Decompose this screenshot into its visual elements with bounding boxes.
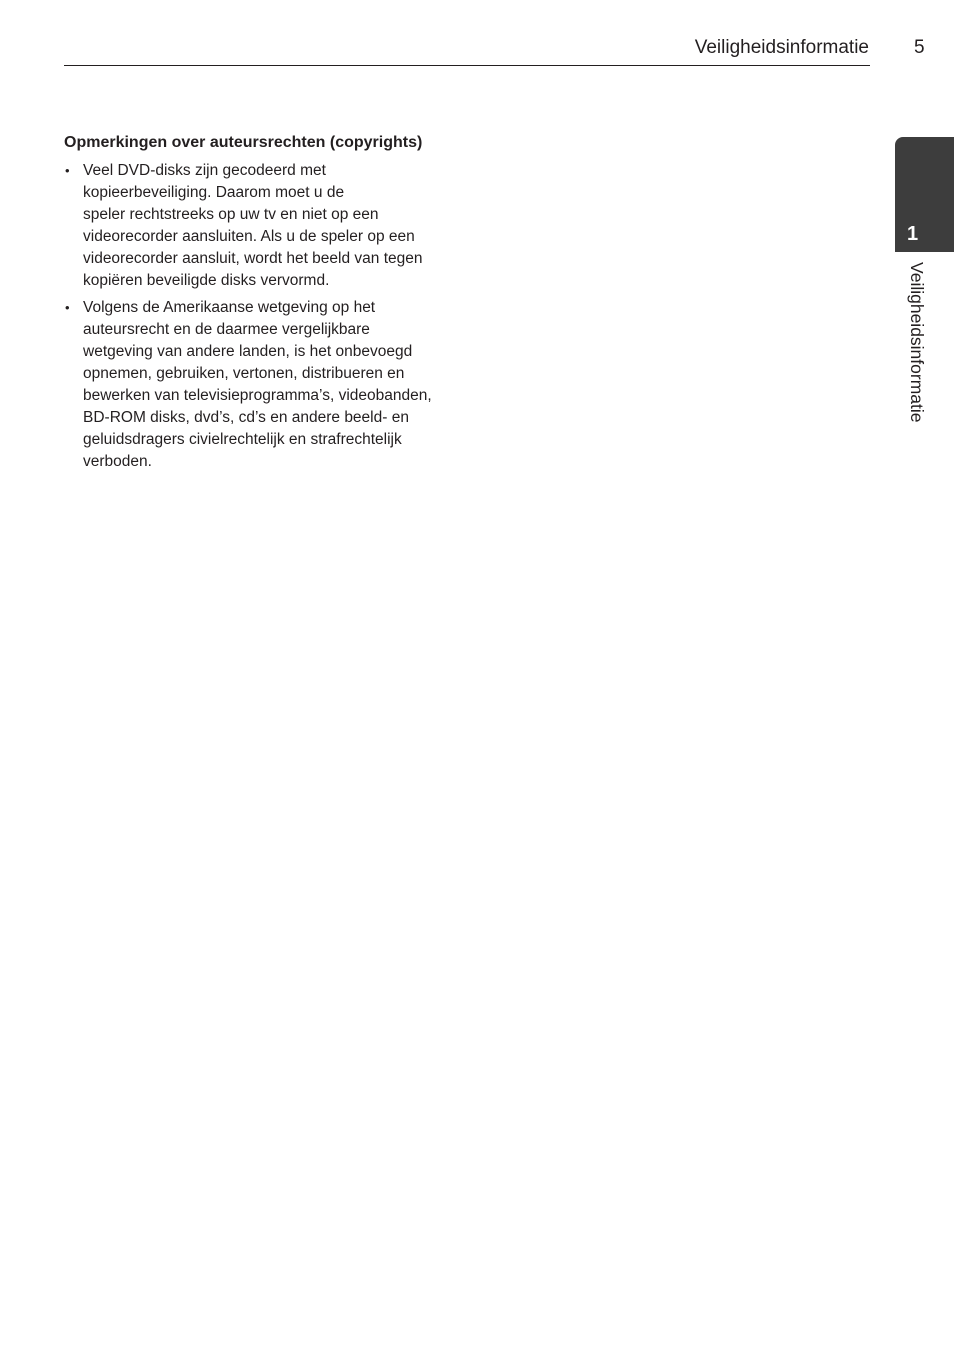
text-line: speler rechtstreeks op uw tv en niet op een — [83, 205, 379, 223]
header-divider — [64, 65, 870, 66]
list-item-text — [83, 160, 464, 291]
bullet-icon: • — [65, 163, 70, 178]
text-line: kopiëren beveiligde disks vervormd. — [83, 271, 330, 289]
text-line: Veel DVD-disks zijn gecodeerd met — [83, 162, 326, 179]
text-line: BD-ROM disks, dvd’s, cd’s en andere beeld- en — [83, 408, 409, 426]
text-line: verboden. — [83, 452, 152, 470]
text-line: geluidsdragers civielrechtelijk en strafrechtelijk — [83, 430, 402, 448]
text-line: opnemen, gebruiken, vertonen, distribueren en — [83, 365, 405, 383]
list-item — [64, 297, 464, 472]
text-line: Volgens de Amerikaanse wetgeving op het — [83, 299, 376, 317]
text-line: kopieerbeveiliging. Daarom moet u de — [83, 183, 345, 201]
bullet-list — [64, 160, 464, 479]
running-header-title: Veiligheidsinformatie — [694, 37, 869, 58]
text-line: videorecorder aansluiten. Als u de speler op een — [83, 227, 415, 245]
text-line: auteursrecht en de daarmee vergelijkbare — [83, 321, 370, 339]
list-item-text — [83, 297, 464, 472]
chapter-tab — [895, 137, 954, 252]
text-line: wetgeving van andere landen, is het onbevoegd — [83, 343, 413, 361]
text-line: bewerken van televisieprogramma’s, videobanden, — [83, 387, 432, 405]
list-item — [64, 160, 464, 291]
text-line: videorecorder aansluit, wordt het beeld van tegen — [83, 249, 423, 267]
chapter-number: 1 — [907, 223, 919, 245]
section-heading: Opmerkingen over auteursrechten (copyrights) — [64, 134, 423, 151]
chapter-label: Veiligheidsinformatie — [907, 262, 927, 423]
bullet-icon: • — [65, 300, 70, 316]
page-number: 5 — [914, 37, 925, 58]
